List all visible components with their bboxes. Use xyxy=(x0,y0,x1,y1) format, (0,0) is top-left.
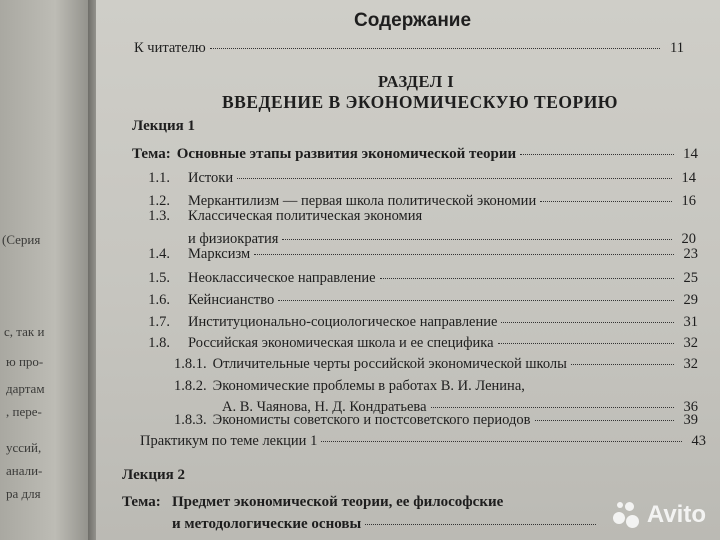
avito-logo-icon xyxy=(611,500,641,530)
item-number: 1.1. xyxy=(148,170,170,186)
lecture-1-theme xyxy=(132,146,698,163)
practicum-text: Практикум по теме лекции 1 xyxy=(140,433,318,449)
subitem-text-continued: А. В. Чаянова, Н. Д. Кондратьева xyxy=(222,399,427,415)
theme-prefix: Тема: xyxy=(132,146,171,162)
page-number: 39 xyxy=(683,412,698,428)
left-fragment: с, так и xyxy=(4,324,45,339)
subitem-text: Отличительные черты российской экономической школы xyxy=(212,356,567,372)
toc-entry-to-reader xyxy=(134,40,684,57)
page-number: 16 xyxy=(681,193,696,209)
subitem-number: 1.8.3. xyxy=(174,412,207,428)
dot-leader xyxy=(501,321,674,323)
left-page xyxy=(0,0,92,540)
left-fragment: , пере- xyxy=(6,404,42,419)
avito-watermark xyxy=(611,500,706,530)
item-text: Российская экономическая школа и ее специфика xyxy=(188,335,494,351)
dot-leader xyxy=(237,177,672,179)
item-text: Марксизм xyxy=(188,246,251,262)
toc-practicum xyxy=(140,433,706,450)
contents-page xyxy=(96,0,720,540)
page-number: 20 xyxy=(681,231,696,247)
entry-text: К читателю xyxy=(134,40,206,56)
subitem-text: Экономические проблемы в работах В. И. Ленина, xyxy=(212,378,525,394)
toc-item xyxy=(126,314,698,331)
dot-leader xyxy=(535,419,675,421)
toc-item xyxy=(126,335,698,352)
dot-leader xyxy=(431,406,674,408)
lecture-2-label: Лекция 2 xyxy=(122,467,186,483)
watermark-text: Avito xyxy=(646,501,706,528)
left-fragment: анали- xyxy=(6,463,43,478)
toc-item xyxy=(126,170,696,187)
theme-title-continued: и методологические основы xyxy=(172,516,362,532)
dot-leader xyxy=(540,200,672,202)
item-number: 1.5. xyxy=(148,270,170,286)
page-number: 14 xyxy=(683,146,698,162)
dot-leader xyxy=(365,523,596,525)
item-text: Неоклассическое направление xyxy=(188,270,376,286)
page-number: 32 xyxy=(683,335,698,351)
dot-leader xyxy=(282,238,672,240)
lecture-1-label: Лекция 1 xyxy=(132,118,196,134)
toc-subitem xyxy=(174,356,698,373)
left-fragment: ра для xyxy=(6,486,41,501)
subitem-number: 1.8.1. xyxy=(174,356,207,372)
dot-leader xyxy=(498,342,674,344)
item-number: 1.6. xyxy=(148,292,170,308)
lecture-2-theme-prefix: Тема: xyxy=(122,494,161,510)
subitem-text: Экономисты советского и постсоветского периодов xyxy=(212,412,531,428)
dot-leader xyxy=(380,277,674,279)
item-number: 1.7. xyxy=(148,314,170,330)
page-title: Содержание xyxy=(354,10,472,31)
page-number: 29 xyxy=(683,292,698,308)
item-number: 1.3. xyxy=(148,208,170,224)
toc-subitem-line1 xyxy=(174,378,698,395)
page-number: 11 xyxy=(670,40,684,56)
left-fragment: (Серия xyxy=(2,232,41,247)
page-number: 31 xyxy=(683,314,698,330)
theme-title: Основные этапы развития экономической теории xyxy=(176,146,517,162)
dot-leader xyxy=(210,47,660,49)
item-text: Меркантилизм — первая школа политической экономии xyxy=(188,193,537,209)
item-number: 1.8. xyxy=(148,335,170,351)
item-text: Классическая политическая экономия xyxy=(188,208,423,224)
page-number: 36 xyxy=(683,399,698,415)
toc-item xyxy=(126,270,698,287)
item-text-continued: и физиократия xyxy=(188,231,279,247)
item-text: Истоки xyxy=(188,170,234,186)
page-number: 23 xyxy=(683,246,698,262)
toc-item xyxy=(126,292,698,309)
section-label: РАЗДЕЛ I xyxy=(378,72,455,91)
toc-item xyxy=(126,246,698,263)
left-fragment: ю про- xyxy=(6,354,44,369)
left-fragment: уссий, xyxy=(6,440,42,455)
lecture-2-theme: Предмет экономической теории, ее философские xyxy=(172,494,504,510)
dot-leader xyxy=(571,363,674,365)
subitem-number: 1.8.2. xyxy=(174,378,207,394)
page-number: 32 xyxy=(683,356,698,372)
dot-leader xyxy=(278,299,674,301)
toc-item-line1 xyxy=(126,208,696,225)
section-title: ВВЕДЕНИЕ В ЭКОНОМИЧЕСКУЮ ТЕОРИЮ xyxy=(222,92,619,112)
item-text: Кейнсианство xyxy=(188,292,275,308)
lecture-2-theme-line2 xyxy=(172,516,602,533)
toc-subitem xyxy=(174,412,698,429)
item-number: 1.4. xyxy=(148,246,170,262)
dot-leader xyxy=(520,153,674,155)
dot-leader xyxy=(321,440,682,442)
item-number: 1.2. xyxy=(148,193,170,209)
item-text: Институционально-социологическое направление xyxy=(188,314,498,330)
left-fragment: дартам xyxy=(6,381,45,396)
page-number: 43 xyxy=(691,433,706,449)
dot-leader xyxy=(254,253,674,255)
page-number: 14 xyxy=(681,170,696,186)
page-number: 25 xyxy=(683,270,698,286)
